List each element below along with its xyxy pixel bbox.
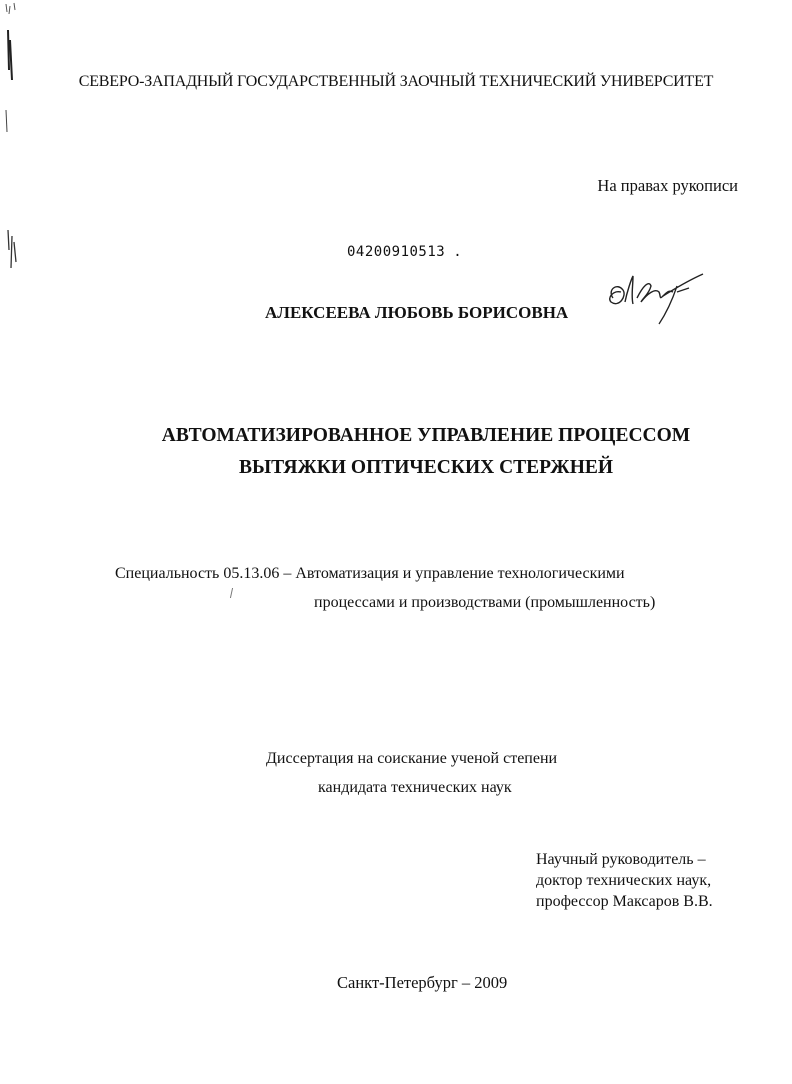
author-name: АЛЕКСЕЕВА ЛЮБОВЬ БОРИСОВНА bbox=[265, 303, 569, 322]
document-number-value: 04200910513 bbox=[347, 244, 446, 260]
title-line-1: АВТОМАТИЗИРОВАННОЕ УПРАВЛЕНИЕ ПРОЦЕССОМ bbox=[161, 425, 691, 446]
dissertation-degree-line-1: Диссертация на соискание ученой степени bbox=[266, 750, 558, 767]
signature-icon bbox=[603, 268, 715, 328]
dissertation-title bbox=[0, 420, 792, 484]
specialty-line-2: процессами и производствами (промышленность) bbox=[314, 594, 656, 611]
pen-mark-icon bbox=[230, 588, 235, 598]
document-number bbox=[347, 244, 462, 260]
supervisor-line-1: Научный руководитель – bbox=[536, 851, 706, 868]
supervisor-line-3: профессор Максаров В.В. bbox=[536, 893, 713, 910]
rights-note: На правах рукописи bbox=[597, 176, 738, 195]
scan-edge-marks-icon bbox=[0, 0, 40, 300]
university-name: СЕВЕРО-ЗАПАДНЫЙ ГОСУДАРСТВЕННЫЙ ЗАОЧНЫЙ ТЕХНИЧЕСКИЙ УНИВЕРСИТЕТ bbox=[78, 73, 714, 90]
title-line-2: ВЫТЯЖКИ ОПТИЧЕСКИХ СТЕРЖНЕЙ bbox=[238, 457, 614, 478]
specialty-line-1: Специальность 05.13.06 – Автоматизация и управление технологическими bbox=[115, 565, 625, 582]
city-year: Санкт-Петербург – 2009 bbox=[337, 973, 508, 992]
document-number-suffix: . bbox=[453, 244, 463, 260]
supervisor-line-2: доктор технических наук, bbox=[536, 872, 712, 889]
dissertation-degree-line-2: кандидата технических наук bbox=[318, 779, 512, 796]
